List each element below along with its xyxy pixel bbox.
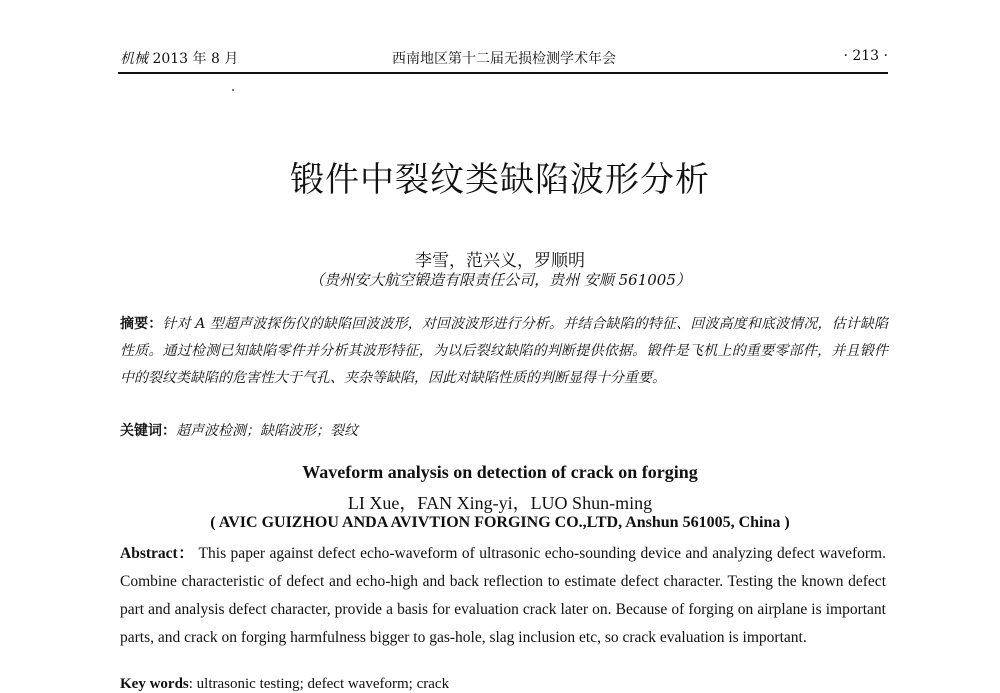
affiliation-cn: （贵州安大航空锻造有限责任公司，贵州 安顺 561005） bbox=[309, 271, 691, 289]
running-header bbox=[120, 48, 888, 70]
affiliation-en: ( AVIC GUIZHOU ANDA AVIVTION FORGING CO.,LTD, Anshun 561005, China ) bbox=[210, 514, 790, 531]
keywords-cn bbox=[120, 420, 358, 440]
speck bbox=[232, 89, 234, 91]
journal-name: 机械 bbox=[120, 51, 148, 67]
abstract-cn bbox=[120, 311, 888, 392]
abstract-en bbox=[120, 540, 886, 652]
conference-name: 西南地区第十二届无损检测学术年会 bbox=[392, 51, 616, 67]
keywords-en: Key words: ultrasonic testing; defect waveform; crack bbox=[120, 676, 450, 692]
abstract-en-colon: ： bbox=[177, 545, 195, 562]
keywords-en-label: Key words bbox=[120, 676, 189, 692]
paper-title-cn: 锻件中裂纹类缺陷波形分析 bbox=[290, 160, 710, 200]
keywords-cn-label: 关键词： bbox=[120, 423, 176, 439]
abstract-cn-label: 摘要： bbox=[120, 316, 163, 332]
keywords-cn-text: 超声波检测；缺陷波形；裂纹 bbox=[176, 423, 358, 439]
header-rule bbox=[118, 72, 888, 74]
authors-en: LI Xue，FAN Xing-yi，LUO Shun-ming bbox=[347, 493, 653, 513]
issue-date: 2013 年 8 月 bbox=[152, 51, 239, 67]
abstract-cn-text: 针对 A 型超声波探伤仪的缺陷回波波形，对回波波形进行分析。并结合缺陷的特征、回波高度和底波情况，估计缺陷性质。通过检测已知缺陷零件并分析其波形特征，为以后裂纹缺陷的判断提供依据。锻件是飞机上的重要零部件，并且锻件中的裂纹类缺陷的危害性大于气孔、夹杂等缺陷，因此对缺陷性质的判断显得十分重要。 bbox=[120, 316, 888, 386]
paper-title-en: Waveform analysis on detection of crack on forging bbox=[302, 462, 698, 482]
abstract-en-text: This paper against defect echo-waveform of ultrasonic echo-sounding device and analyzing defect waveform. Combine characteristic of defect and echo-high and back reflection to estimate defect character. Testing the known defect part and analysis defect character, provide a basis for evaluation crack later on. Because of forging on airplane is important parts, and crack on forging harmfulness bigger to gas-hole, slag inclusion etc, so crack evaluation is important. bbox=[120, 545, 886, 646]
page-number: · 213 · bbox=[843, 48, 888, 64]
keywords-en-text: ultrasonic testing; defect waveform; crack bbox=[196, 676, 450, 692]
authors-cn: 李雪，范兴义，罗顺明 bbox=[415, 251, 585, 271]
abstract-en-label: Abstract bbox=[120, 545, 178, 562]
